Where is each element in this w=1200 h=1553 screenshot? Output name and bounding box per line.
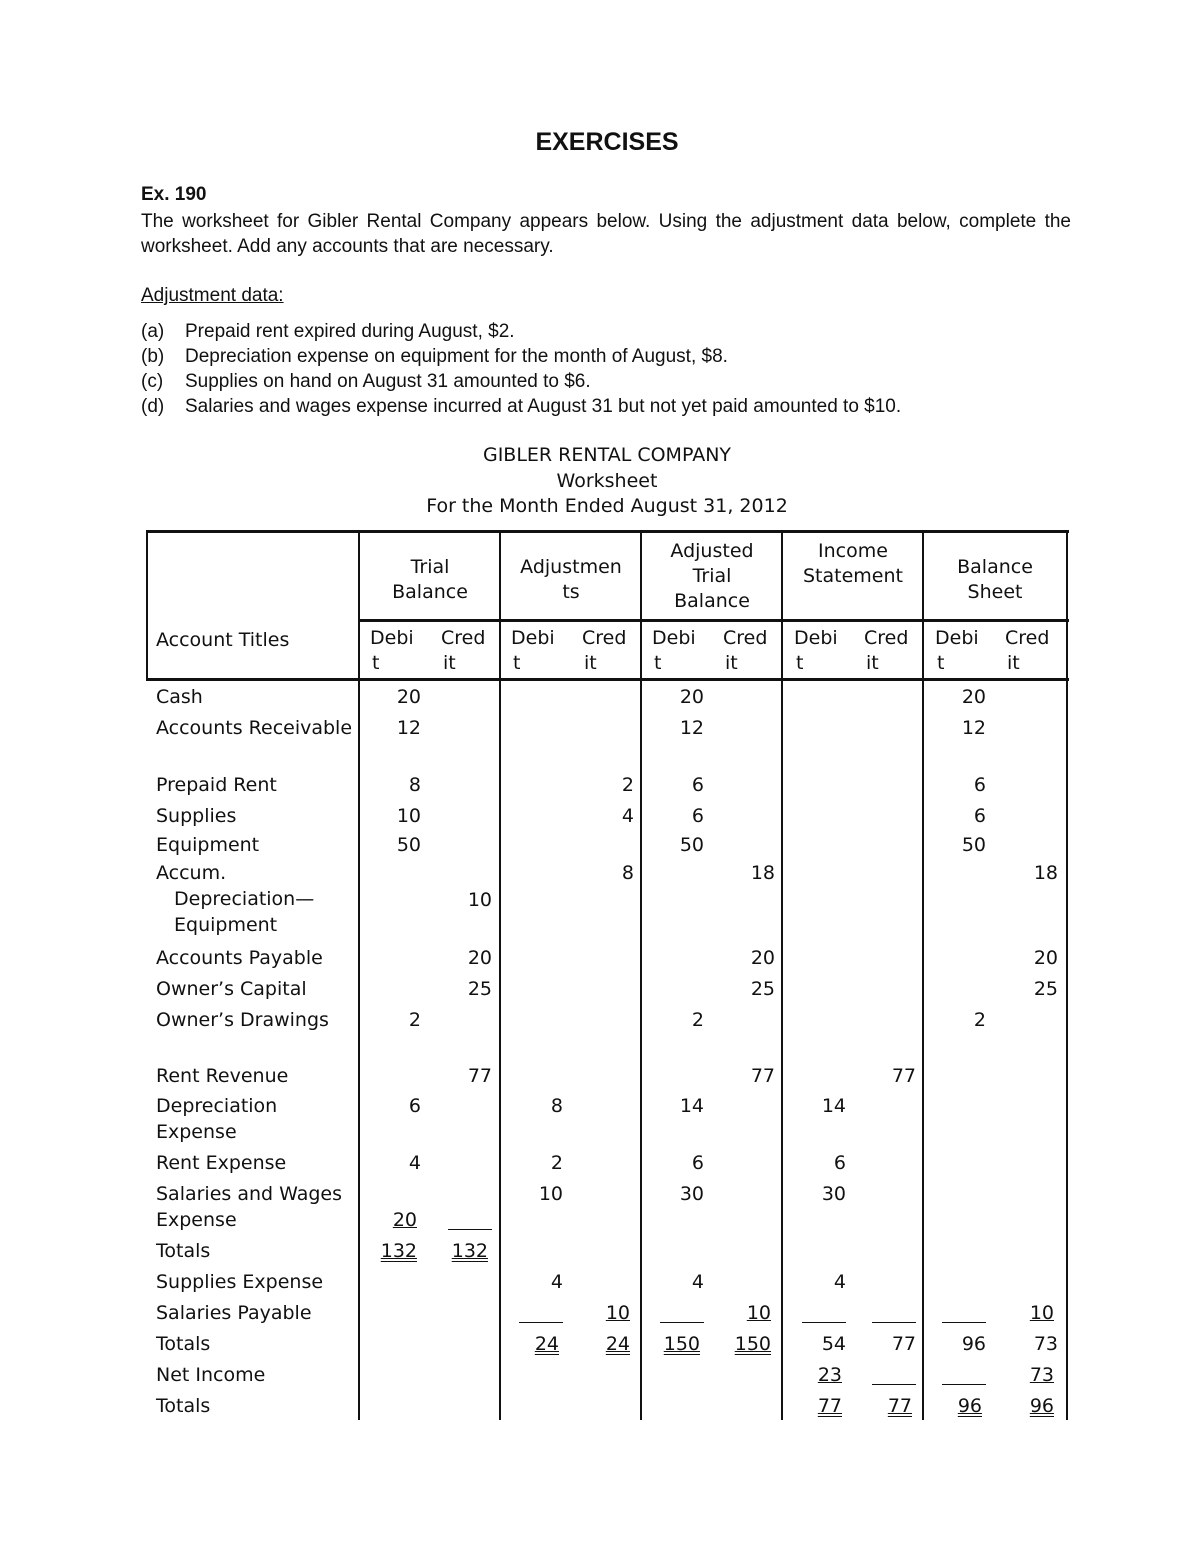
worksheet-title: Worksheet	[556, 469, 658, 492]
worksheet-value: 10	[396, 805, 421, 827]
account-title: Depreciation Expense	[156, 1095, 278, 1143]
worksheet-value: 4	[691, 1271, 704, 1293]
worksheet-value: 50	[679, 834, 704, 856]
column-rule	[499, 530, 501, 1420]
worksheet-value: 6	[691, 774, 704, 796]
account-title: Prepaid Rent	[156, 774, 277, 796]
worksheet-value: 20	[961, 686, 986, 708]
account-title: Rent Revenue	[156, 1065, 289, 1087]
column-rule	[146, 530, 148, 680]
worksheet-value: 50	[396, 834, 421, 856]
worksheet-value: 10	[746, 1302, 771, 1324]
account-title: Owner’s Drawings	[156, 1009, 329, 1031]
credit-header: Cred it	[723, 627, 768, 674]
worksheet-value: 25	[750, 978, 775, 1000]
account-title: Rent Expense	[156, 1152, 287, 1174]
account-title: Totals	[156, 1240, 211, 1262]
adjustment-label: (b)	[141, 346, 165, 367]
credit-header: Cred it	[1005, 627, 1050, 674]
account-title: Salaries Payable	[156, 1302, 312, 1324]
blank-total-rule	[519, 1322, 563, 1323]
worksheet-value: 10	[1029, 1302, 1054, 1324]
worksheet-value: 6	[691, 805, 704, 827]
worksheet-value: 4	[408, 1152, 421, 1174]
worksheet-value: 2	[691, 1009, 704, 1031]
worksheet-value: 77	[891, 1333, 916, 1355]
worksheet-value: 25	[467, 978, 492, 1000]
worksheet-value: 30	[679, 1183, 704, 1205]
adjustment-data-heading: Adjustment data:	[141, 285, 284, 306]
worksheet-value: 25	[1033, 978, 1058, 1000]
worksheet-value: 12	[679, 717, 704, 739]
worksheet-value: 20	[467, 947, 492, 969]
blank-total-rule	[802, 1322, 846, 1323]
worksheet-value: 73	[1033, 1333, 1058, 1355]
account-titles-header: Account Titles	[156, 629, 290, 651]
group-header-adjustments: Adjustmen ts	[520, 556, 622, 603]
account-title: Salaries and Wages Expense	[156, 1183, 342, 1231]
adjustment-label: (a)	[141, 321, 165, 342]
worksheet-value: 8	[621, 862, 634, 884]
adjustment-text: Prepaid rent expired during August, $2.	[185, 321, 515, 342]
worksheet-value: 6	[691, 1152, 704, 1174]
worksheet-value: 12	[961, 717, 986, 739]
worksheet-value: 20	[396, 686, 421, 708]
account-title: Accum. Depreciation— Equipment	[156, 862, 315, 936]
adjustment-item	[141, 344, 901, 369]
worksheet-value: 2	[408, 1009, 421, 1031]
blank-total-rule	[660, 1322, 704, 1323]
worksheet-value: 14	[679, 1095, 704, 1117]
blank-total-rule	[448, 1229, 492, 1230]
blank-total-rule	[872, 1322, 916, 1323]
group-header-adjusted-trial-balance: Adjusted Trial Balance	[670, 540, 754, 612]
worksheet-value: 6	[408, 1095, 421, 1117]
worksheet-value: 2	[550, 1152, 563, 1174]
worksheet-value: 20	[1033, 947, 1058, 969]
worksheet-value: 2	[973, 1009, 986, 1031]
worksheet-value: 77	[817, 1395, 842, 1417]
worksheet-value: 150	[663, 1333, 700, 1355]
worksheet-value: 77	[750, 1065, 775, 1087]
group-header-trial-balance: Trial Balance	[392, 556, 468, 603]
account-title: Accounts Payable	[156, 947, 323, 969]
blank-total-rule	[872, 1384, 916, 1385]
worksheet-value: 96	[961, 1333, 986, 1355]
worksheet-period: For the Month Ended August 31, 2012	[426, 495, 788, 517]
column-rule	[781, 530, 783, 1420]
page-title: EXERCISES	[535, 128, 679, 156]
debit-header: Debi t	[935, 627, 979, 674]
account-title: Totals	[156, 1395, 211, 1417]
table-rule-header	[146, 678, 1069, 681]
exercise-instructions: The worksheet for Gibler Rental Company appears below. Using the adjustment data below, complete the worksheet. Add any accounts that are necessary.	[141, 211, 1071, 257]
worksheet-value: 6	[973, 774, 986, 796]
debit-header: Debi t	[511, 627, 555, 674]
group-header-income-statement: Income Statement	[803, 540, 903, 587]
account-title: Supplies	[156, 805, 237, 827]
column-rule	[1066, 530, 1068, 1420]
worksheet-value: 20	[750, 947, 775, 969]
account-title: Owner’s Capital	[156, 978, 307, 1000]
worksheet-value: 4	[621, 805, 634, 827]
worksheet-value: 6	[973, 805, 986, 827]
adjustment-item	[141, 369, 901, 394]
worksheet-value: 132	[451, 1240, 488, 1262]
column-rule	[358, 530, 360, 1420]
worksheet-value: 10	[538, 1183, 563, 1205]
worksheet-value: 2	[621, 774, 634, 796]
account-title: Cash	[156, 686, 203, 708]
worksheet-value: 30	[821, 1183, 846, 1205]
adjustment-item	[141, 319, 901, 344]
worksheet-value: 150	[734, 1333, 771, 1355]
table-rule-top	[146, 530, 1069, 533]
adjustment-text: Supplies on hand on August 31 amounted to $6.	[185, 371, 591, 392]
column-rule	[922, 530, 924, 1420]
adjustment-list	[141, 319, 901, 419]
worksheet-value: 73	[1029, 1364, 1054, 1386]
worksheet-value: 20	[392, 1209, 417, 1231]
column-rule	[640, 530, 642, 1420]
worksheet-value: 77	[467, 1065, 492, 1087]
worksheet-value: 20	[679, 686, 704, 708]
worksheet-value: 10	[605, 1302, 630, 1324]
credit-header: Cred it	[441, 627, 486, 674]
company-name: GIBLER RENTAL COMPANY	[482, 444, 732, 466]
adjustment-item	[141, 394, 901, 419]
worksheet-value: 132	[380, 1240, 417, 1262]
worksheet-value: 96	[1029, 1395, 1054, 1417]
worksheet-value: 10	[467, 889, 492, 911]
worksheet-value: 96	[957, 1395, 982, 1417]
worksheet-value: 18	[750, 862, 775, 884]
worksheet-value: 50	[961, 834, 986, 856]
debit-header: Debi t	[794, 627, 838, 674]
worksheet-value: 8	[550, 1095, 563, 1117]
worksheet-value: 77	[891, 1065, 916, 1087]
worksheet-heading	[0, 443, 1200, 520]
credit-header: Cred it	[582, 627, 627, 674]
worksheet-value: 18	[1033, 862, 1058, 884]
worksheet-table	[146, 530, 1069, 1420]
credit-header: Cred it	[864, 627, 909, 674]
debit-header: Debi t	[652, 627, 696, 674]
worksheet-value: 4	[833, 1271, 846, 1293]
blank-total-rule	[942, 1322, 986, 1323]
blank-total-rule	[942, 1384, 986, 1385]
worksheet-value: 14	[821, 1095, 846, 1117]
account-title: Net Income	[156, 1364, 266, 1386]
worksheet-value: 8	[408, 774, 421, 796]
worksheet-value: 12	[396, 717, 421, 739]
account-title: Totals	[156, 1333, 211, 1355]
account-title: Accounts Receivable	[156, 717, 353, 739]
adjustment-text: Salaries and wages expense incurred at August 31 but not yet paid amounted to $10.	[185, 396, 902, 417]
worksheet-value: 4	[550, 1271, 563, 1293]
worksheet-value: 54	[821, 1333, 846, 1355]
worksheet-value: 24	[534, 1333, 559, 1355]
adjustment-label: (d)	[141, 396, 165, 417]
worksheet-value: 77	[887, 1395, 912, 1417]
table-rule-groups	[359, 619, 1069, 622]
exercise-number: Ex. 190	[141, 184, 207, 205]
worksheet-value: 24	[605, 1333, 630, 1355]
debit-header: Debi t	[370, 627, 414, 674]
adjustment-label: (c)	[141, 371, 164, 392]
account-title: Equipment	[156, 834, 260, 856]
adjustment-text: Depreciation expense on equipment for the month of August, $8.	[185, 346, 728, 367]
worksheet-value: 6	[833, 1152, 846, 1174]
group-header-balance-sheet: Balance Sheet	[957, 556, 1033, 603]
account-title: Supplies Expense	[156, 1271, 324, 1293]
worksheet-value: 23	[817, 1364, 842, 1386]
